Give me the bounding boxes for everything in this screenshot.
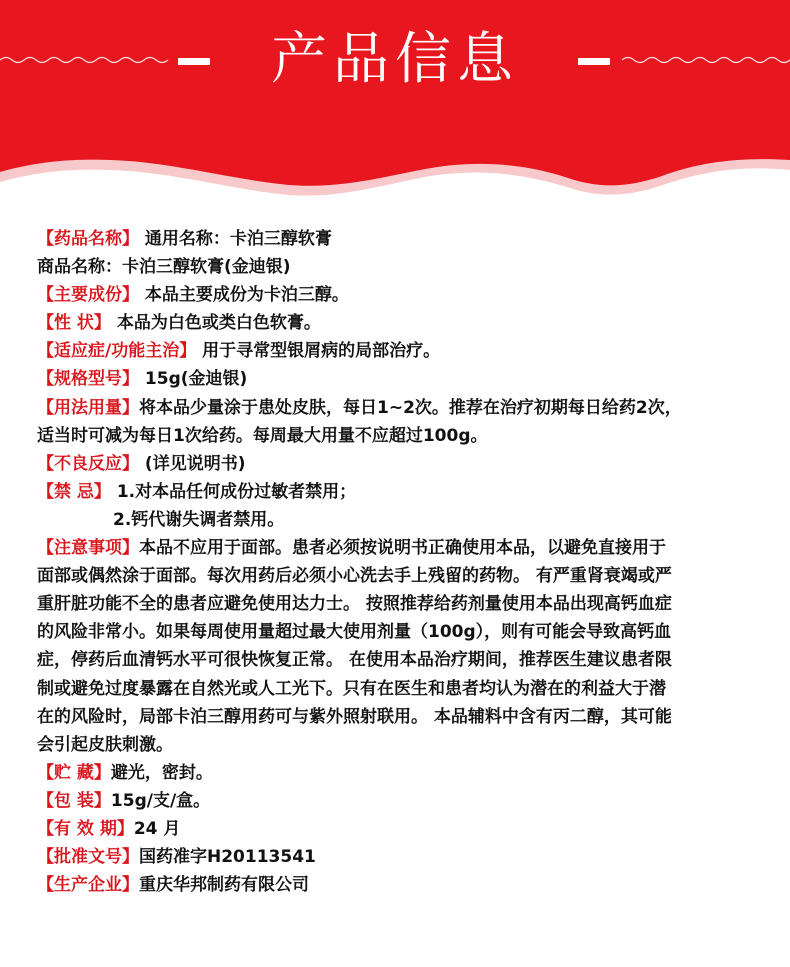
properties-value: 本品为白色或类白色软膏。 — [110, 313, 321, 334]
product-info — [37, 225, 777, 899]
precautions-line-7: 在的风险时，局部卡泊三醇用药可与紫外照射联用。 本品辅料中含有丙二醇，其可能 — [37, 706, 672, 727]
manufacturer-value: 重庆华邦制药有限公司 — [139, 875, 309, 896]
drug-name-value: 通用名称：卡泊三醇软膏 — [139, 229, 332, 249]
precautions-line-6: 制或避免过度暴露在自然光或人工光下。只有在医生和患者均认为潜在的利益大于潜 — [37, 678, 666, 699]
page-title: 产品信息 — [271, 27, 519, 92]
specification-label: 【规格型号】 — [37, 369, 139, 390]
dosage-row — [37, 394, 777, 422]
contraindication-item-2: 2.钙代谢失调者禁用。 — [113, 509, 285, 530]
dosage-continuation — [37, 422, 777, 450]
approval-label: 【批准文号】 — [37, 847, 139, 868]
indications-row — [37, 337, 777, 365]
package-label: 【包 装】 — [37, 790, 111, 811]
properties-label: 【性 状】 — [37, 313, 111, 334]
contraindications-row — [37, 478, 777, 506]
precautions-line-4: 的风险非常小。如果每周使用量超过最大使用剂量（100g），则有可能会导致高钙血 — [37, 622, 672, 643]
storage-row — [37, 759, 777, 787]
precautions-line-8: 会引起皮肤刺激。 — [37, 734, 173, 755]
dosage-line-2: 适当时可减为每日1次给药。每周最大用量不应超过100g。 — [37, 425, 488, 446]
validity-label: 【有 效 期】 — [37, 818, 134, 839]
indications-label: 【适应症/功能主治】 — [37, 341, 197, 362]
precautions-line-2: 面部或偶然涂于面部。每次用药后必须小心洗去手上残留的药物。 有严重肾衰竭或严 — [37, 566, 672, 587]
drug-name-row — [37, 225, 777, 253]
storage-value: 避光，密封。 — [110, 762, 213, 783]
specification-value: 15g(金迪银) — [139, 369, 248, 390]
manufacturer-row — [37, 871, 777, 899]
contraindications-continuation — [37, 506, 777, 534]
drug-name-label: 【药品名称】 — [37, 229, 139, 249]
adverse-label: 【不良反应】 — [37, 453, 139, 474]
precautions-row — [37, 534, 777, 562]
contraindication-item-1: 1.对本品任何成份过敏者禁用； — [110, 481, 357, 502]
precautions-line-1: 本品不应用于面部。患者必须按说明书正确使用本品，以避免直接用于 — [139, 538, 666, 559]
contraindications-label: 【禁 忌】 — [37, 481, 111, 502]
adverse-value: (详见说明书) — [139, 453, 246, 474]
ingredients-row — [37, 281, 777, 309]
dosage-label: 【用法用量】 — [37, 397, 139, 418]
validity-row — [37, 815, 777, 843]
properties-row — [37, 309, 777, 337]
validity-value: 24 月 — [133, 818, 181, 839]
package-value: 15g/支/盒。 — [110, 790, 211, 811]
precautions-label: 【注意事项】 — [37, 538, 139, 559]
adverse-row — [37, 450, 777, 478]
precautions-line-5: 症，停药后血清钙水平可很快恢复正常。 在使用本品治疗期间，推荐医生建议患者限 — [37, 650, 672, 671]
approval-value: 国药准字H20113541 — [139, 847, 316, 868]
storage-label: 【贮 藏】 — [37, 762, 111, 783]
trade-name-row — [37, 253, 777, 281]
package-row — [37, 787, 777, 815]
manufacturer-label: 【生产企业】 — [37, 875, 139, 896]
dosage-line-1: 将本品少量涂于患处皮肤，每日1~2次。推荐在治疗初期每日给药2次， — [139, 397, 682, 418]
trade-name-value: 商品名称：卡泊三醇软膏(金迪银) — [37, 257, 291, 278]
ingredients-value: 本品主要成份为卡泊三醇。 — [139, 285, 349, 306]
specification-row — [37, 365, 777, 393]
indications-value: 用于寻常型银屑病的局部治疗。 — [196, 341, 441, 362]
ingredients-label: 【主要成份】 — [37, 285, 139, 306]
precautions-line-3: 重肝脏功能不全的患者应避免使用达力士。 按照推荐给药剂量使用本品出现高钙血症 — [37, 594, 672, 615]
approval-row — [37, 843, 777, 871]
